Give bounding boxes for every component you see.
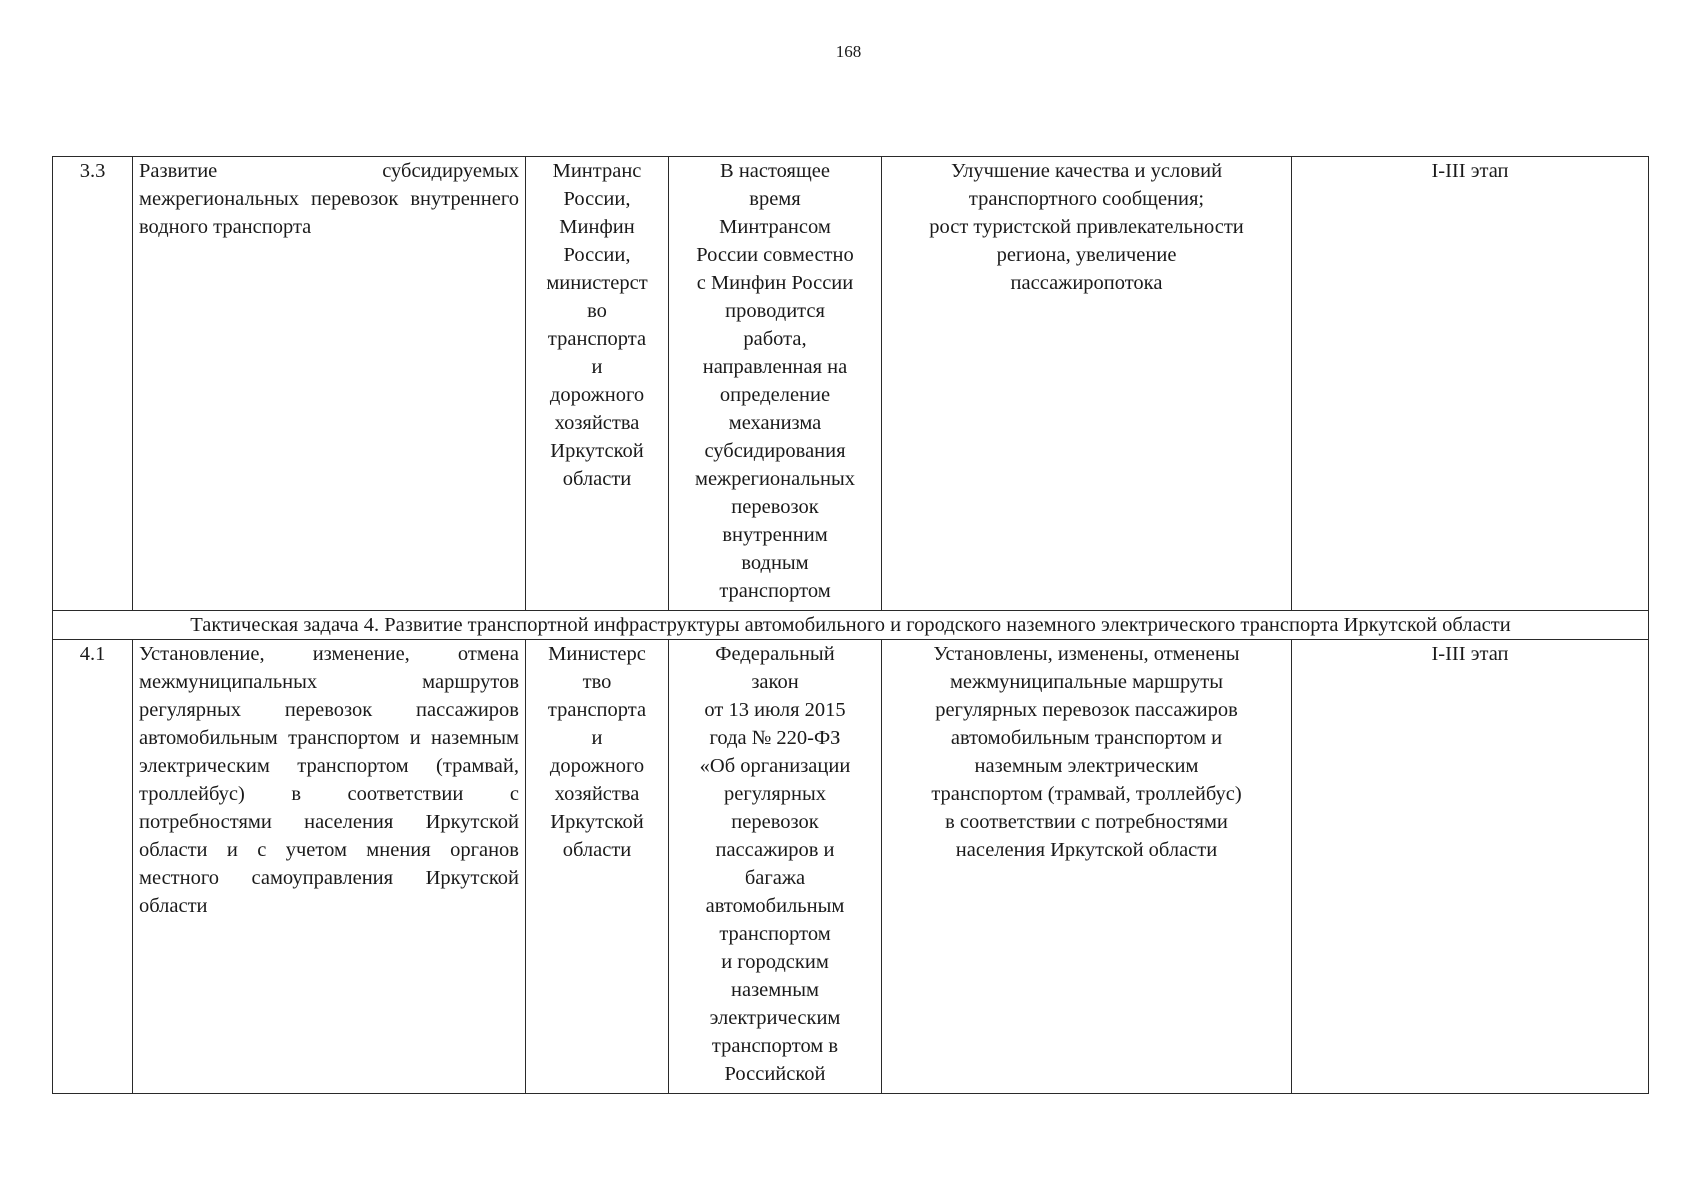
- row-number: 3.3: [53, 157, 133, 611]
- measures-table: [52, 156, 1649, 1094]
- page-number: 168: [835, 42, 862, 61]
- table-row: [53, 157, 1649, 611]
- responsible-executor: Министерс тво транспорта и дорожного хозяйства Иркутской области: [526, 640, 669, 1094]
- responsible-executor: Минтранс России, Минфин России, министерст во транспорта и дорожного хозяйства Иркутской области: [526, 157, 669, 611]
- section-row: [53, 611, 1649, 640]
- row-number: 4.1: [53, 640, 133, 1094]
- table-row: [53, 640, 1649, 1094]
- section-title: Тактическая задача 4. Развитие транспортной инфраструктуры автомобильного и городского наземного электрического транспорта Иркутской области: [53, 611, 1649, 640]
- measure-name: Установление, изменение, отмена межмуниципальных маршрутов регулярных перевозок пассажиров автомобильным транспортом и наземным электрическим транспортом (трамвай, троллейбус) в соответствии с потребностями населения Иркутской области и с учетом мнения органов местного самоуправления Иркутской области: [133, 640, 526, 1094]
- expected-result: Установлены, изменены, отменены межмуниципальные маршруты регулярных перевозок пассажиров автомобильным транспортом и наземным электрическим транспортом (трамвай, троллейбус) в соответствии с потребностями населения Иркутской области: [882, 640, 1292, 1094]
- measure-basis: В настоящее время Минтрансом России совместно с Минфин России проводится работа, направленная на определение механизма субсидирования межрегиональных перевозок внутренним водным транспортом: [669, 157, 882, 611]
- implementation-stage: I-III этап: [1292, 640, 1649, 1094]
- measure-basis: Федеральный закон от 13 июля 2015 года № 220-ФЗ «Об организации регулярных перевозок пассажиров и багажа автомобильным транспортом и городским наземным электрическим транспортом в Российской: [669, 640, 882, 1094]
- measure-name: Развитие субсидируемых межрегиональных перевозок внутреннего водного транспорта: [133, 157, 526, 611]
- expected-result: Улучшение качества и условий транспортного сообщения; рост туристской привлекательности региона, увеличение пассажиропотока: [882, 157, 1292, 611]
- implementation-stage: I-III этап: [1292, 157, 1649, 611]
